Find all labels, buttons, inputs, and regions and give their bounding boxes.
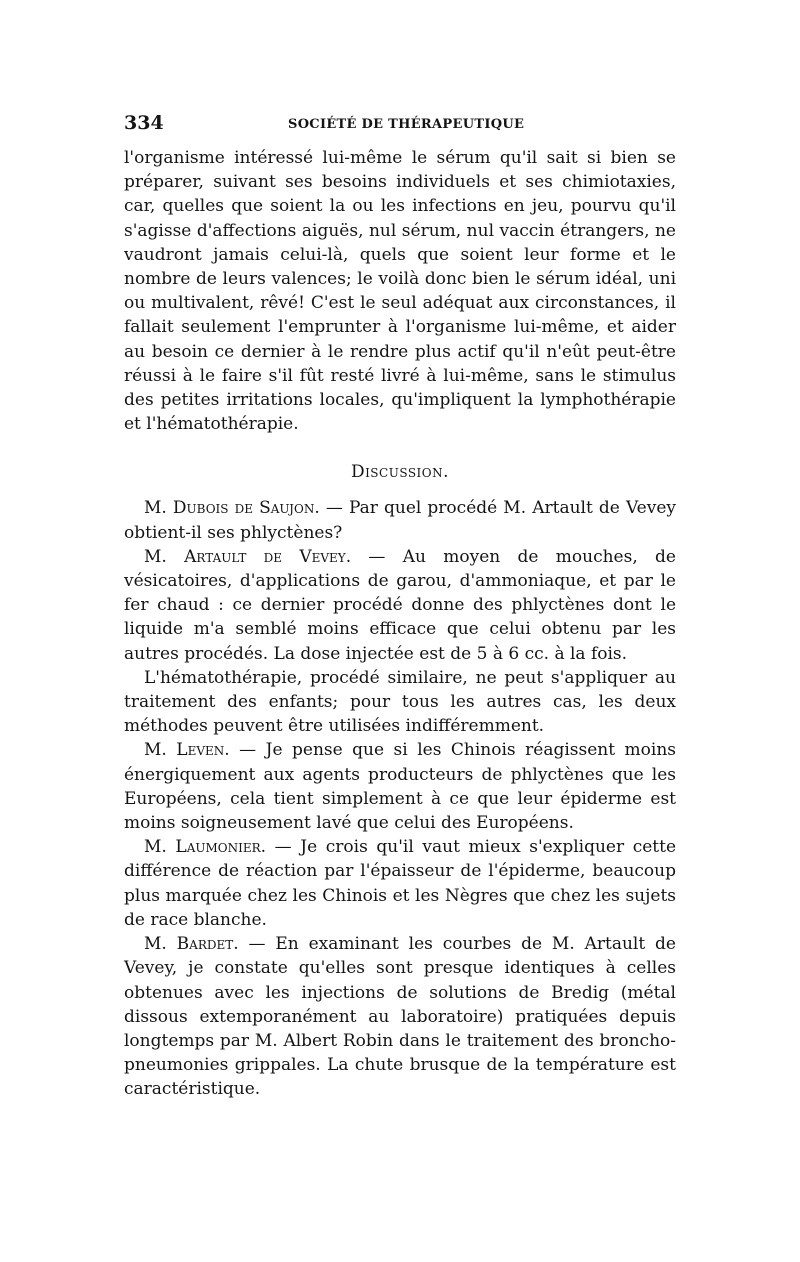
intro-paragraph: l'organisme intéressé lui-même le sérum qu'il sait si bien se préparer, suivant ses besoins individuels et ses chimiotaxies, car, quelles que soient la ou les infections en jeu, pourvu qu'il s'agisse d'affections aiguës, nul sérum, nul vaccin étrangers, ne vaudront jamais celui-là, quels que soient leur forme et le nombre de leurs valences; le voilà donc bien le sérum idéal, uni ou multivalent, rêvé! C'est le seul adéquat aux circonstances, il fallait seulement l'emprunter à l'organisme lui-même, et aider au besoin ce dernier à le rendre plus actif qu'il n'eût peut-être réussi à le faire s'il fût resté livré à lui-même, sans le stimulus des petites irritations locales, qu'impliquent la lymphothérapie et l'hématothérapie.: [124, 148, 676, 435]
page-number: 334: [124, 112, 164, 134]
speaker-name: M. Bardet.: [144, 934, 239, 955]
body-text: [124, 146, 676, 1102]
speaker-name: M. Leven.: [144, 740, 230, 761]
paragraph-text: L'hématothérapie, procédé similaire, ne peut s'appliquer au traitement des enfants; pour tous les autres cas, les deux méthodes peuvent être utilisées indifféremment.: [124, 667, 676, 737]
discussion-paragraph: [124, 738, 676, 835]
paragraph-text: — Je pense que si les Chinois réagissent moins énergiquement aux agents producteurs de phlyctènes que les Européens, cela tient simplement à ce que leur épiderme est moins soigneusement lavé que celui des Européens.: [124, 740, 677, 834]
discussion-paragraph: [124, 545, 676, 666]
speaker-name: M. Artault de Vevey.: [144, 546, 352, 567]
book-page: [124, 112, 676, 1102]
discussion-paragraph: [124, 496, 676, 544]
running-title: SOCIÉTÉ DE THÉRAPEUTIQUE: [288, 117, 525, 132]
speaker-name: M. Laumonier.: [144, 837, 267, 858]
discussion-paragraph: [124, 666, 676, 739]
paragraph-text: — Par quel procédé M. Artault de Vevey obtient-il ses phlyctènes?: [124, 498, 676, 543]
section-heading: Discussion.: [350, 462, 450, 483]
speaker-name: M. Dubois de Saujon.: [144, 498, 320, 519]
running-head: [124, 112, 676, 146]
discussion-paragraph: [124, 932, 676, 1101]
discussion-paragraph: [124, 835, 676, 932]
paragraph-text: — Je crois qu'il vaut mieux s'expliquer cette différence de réaction par l'épaisseur de l'épiderme, beaucoup plus marquée chez les Chinois et les Nègres que chez les sujets de race blanche.: [124, 837, 676, 930]
paragraph-text: — Au moyen de mouches, de vésicatoires, d'applications de garou, d'ammoniaque, et par le fer chaud : ce dernier procédé donne des phlyctènes dont le liquide m'a semblé moins efficace que celui obtenu par les autres procédés. La dose injectée est de 5 à 6 cc. à la fois.: [124, 546, 676, 664]
paragraph-text: — En examinant les courbes de M. Artault de Vevey, je constate qu'elles sont presque identiques à celles obtenues avec les injections de solutions de Bredig (métal dissous extemporanément au laboratoire) pratiquées depuis longtemps par M. Albert Robin dans le traitement des broncho-pneumonies grippales. La chute brusque de la température est caractéristique.: [124, 934, 676, 1100]
